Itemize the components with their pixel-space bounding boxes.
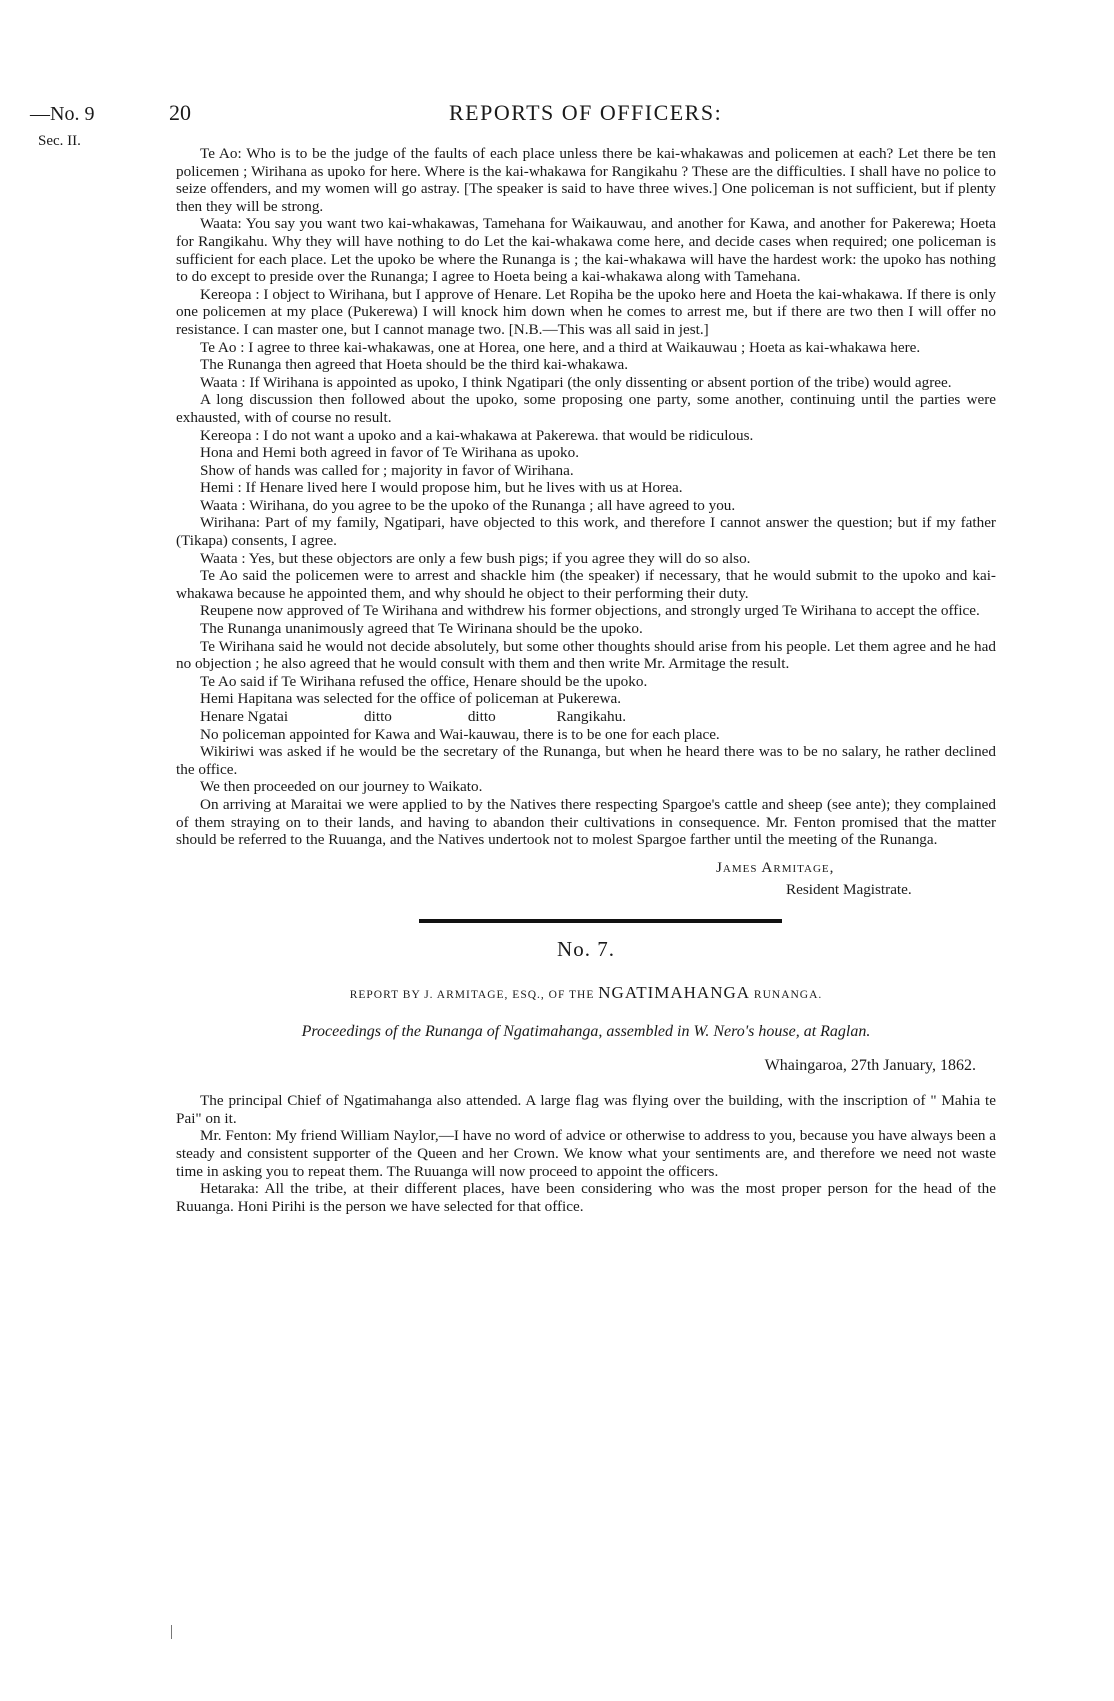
paragraph: Te Ao said if Te Wirihana refused the office, Henare should be the upoko. (200, 672, 648, 690)
paragraph: The Runanga then agreed that Hoeta should be the third kai-whakawa. (200, 356, 629, 374)
margin-reference-section: Sec. II. (38, 133, 81, 149)
paragraph: Kereopa : I object to Wirihana, but I approve of Henare. Let Ropiha be the upoko here and Hoeta the kai-whakawa. If there is only one policemen at my place (Pukerewa) I will knock him down when he comes to arrest me, but if there are two then I will offer no resistance. I can master one, but I cannot manage two. [N.B.—This was all said in jest.] (176, 285, 996, 338)
paragraph: Waata : Yes, but these objectors are only a few bush pigs; if you agree they will do so also. (200, 549, 751, 567)
signature-block (176, 857, 996, 901)
paragraph: Reupene now approved of Te Wirihana and withdrew his former objections, and strongly urged Te Wirihana to accept the office. (200, 602, 980, 620)
paragraph: Waata : Wirihana, do you agree to be the upoko of the Runanga ; all have agreed to you. (200, 496, 736, 514)
paragraph: Hemi : If Henare lived here I would propose him, but he lives with us at Horea. (200, 479, 683, 497)
paragraph: Waata : If Wirihana is appointed as upoko, I think Ngatipari (the only dissenting or absent portion of the tribe) would agree. (200, 373, 952, 391)
paragraph: Waata: You say you want two kai-whakawas, Tamehana for Waikauwau, and another for Kawa, and another for Pakerewa; Hoeta for Rangikahu. Why they will have nothing to do Let the kai-whakawa come here, and decide cases when required; one policeman is sufficient for each place. Let the upoko be where the Runanga is ; the kai-whakawa will have the hardest work: the upoko has nothing to do except to preside over the Runanga; I agree to Hoeta being a kai-whakawa along with Tamehana. (176, 215, 996, 286)
paragraph: Hona and Hemi both agreed in favor of Te Wirihana as upoko. (200, 444, 580, 462)
page-body (176, 145, 996, 1215)
paragraph: The Runanga unanimously agreed that Te Wirinana should be the upoko. (200, 620, 643, 638)
paragraph: Te Ao : I agree to three kai-whakawas, one at Horea, one here, and a third at Waikauwau ; Hoeta as kai-whakawa here. (200, 338, 921, 356)
page-number: 20 (169, 100, 191, 125)
margin-reference-number: —No. 9 (30, 103, 95, 125)
report-heading-prefix: REPORT BY J. ARMITAGE, ESQ., OF THE (349, 989, 595, 1002)
paragraph: No policeman appointed for Kawa and Wai-kauwau, there is to be one for each place. (200, 725, 720, 743)
running-title: REPORTS OF OFFICERS: (449, 100, 723, 125)
spacer (176, 1074, 996, 1092)
signature-name: James Armitage, (716, 858, 835, 876)
signature-title: Resident Magistrate. (786, 880, 912, 898)
section-number: No. 7. (557, 936, 615, 961)
page-mark (171, 1625, 172, 1639)
paragraph: Show of hands was called for ; majority in favor of Wirihana. (200, 461, 574, 479)
paragraph: On arriving at Maraitai we were applied to by the Natives there respecting Spargoe's cattle and sheep (see ante); they complained of them straying on to their lands, and having to abandon their cultivations in consequence. Mr. Fenton promised that the matter should be referred to the Ruuanga, and the Natives undertook not to molest Spargoe farther until the meeting of the Runanga. (176, 795, 996, 849)
report-heading (176, 984, 996, 1005)
paragraph: Te Wirihana said he would not decide absolutely, but some other thoughts should arise from his people. Let them agree and he had no objection ; he also agreed that he would consult with them and then write Mr. Armitage the result. (176, 637, 996, 673)
proceedings-subtitle: Proceedings of the Runanga of Ngatimahanga, assembled in W. Nero's house, at Raglan. (301, 1022, 871, 1040)
paragraph: Mr. Fenton: My friend William Naylor,—I have no word of advice or otherwise to address to you, because you have always been a steady and consistent supporter of the Queen and her Crown. We know what your sentiments are, and therefore we need not waste time in asking you to repeat them. The Ruuanga will now proceed to appoint the officers. (176, 1127, 996, 1180)
paragraph: Henare Ngatai ditto ditto Rangikahu. (200, 708, 627, 725)
paragraph: Te Ao said the policemen were to arrest and shackle him (the speaker) if necessary, that he would submit to the upoko and kai-whakawa because he appointed them, and why should he object to their performing their duty. (176, 567, 996, 602)
paragraph: Hetaraka: All the tribe, at their different places, have been considering who was the most proper person for the head of the Ruuanga. Honi Pirihi is the person we have selected for that office. (176, 1180, 996, 1215)
report-heading-suffix: RUNANGA. (753, 989, 823, 1002)
section-divider (419, 919, 782, 923)
report-heading-tribe: NGATIMAHANGA (598, 983, 751, 1003)
paragraph: Hemi Hapitana was selected for the office of policeman at Pukerewa. (200, 690, 622, 708)
paragraph: Wirihana: Part of my family, Ngatipari, have objected to this work, and therefore I cannot answer the question; but if my father (Tikapa) consents, I agree. (176, 514, 996, 550)
paragraph: A long discussion then followed about the upoko, some proposing one party, some another, continuing until the parties were exhausted, with of course no result. (176, 391, 996, 426)
paragraph: The principal Chief of Ngatimahanga also attended. A large flag was flying over the building, with the inscription of " Mahia te Pai" on it. (176, 1092, 996, 1127)
paragraph: Te Ao: Who is to be the judge of the faults of each place unless there be kai-whakawas and policemen at each? Let there be ten policemen ; Wirihana as upoko for here. Where is the kai-whakawa for Rangikahu ? These are the difficulties. I shall have no police to seize offenders, and my women will go astray. [The speaker is said to have three wives.] One policeman is not sufficient, but if plenty then they will be strong. (176, 145, 996, 215)
paragraph: We then proceeded on our journey to Waikato. (200, 778, 483, 796)
paragraph: Kereopa : I do not want a upoko and a kai-whakawa at Pakerewa. that would be ridiculous. (200, 426, 754, 444)
paragraph: Wikiriwi was asked if he would be the secretary of the Runanga, but when he heard there was to be no salary, he rather declined the office. (176, 743, 996, 778)
dateline: Whaingaroa, 27th January, 1862. (764, 1056, 976, 1074)
